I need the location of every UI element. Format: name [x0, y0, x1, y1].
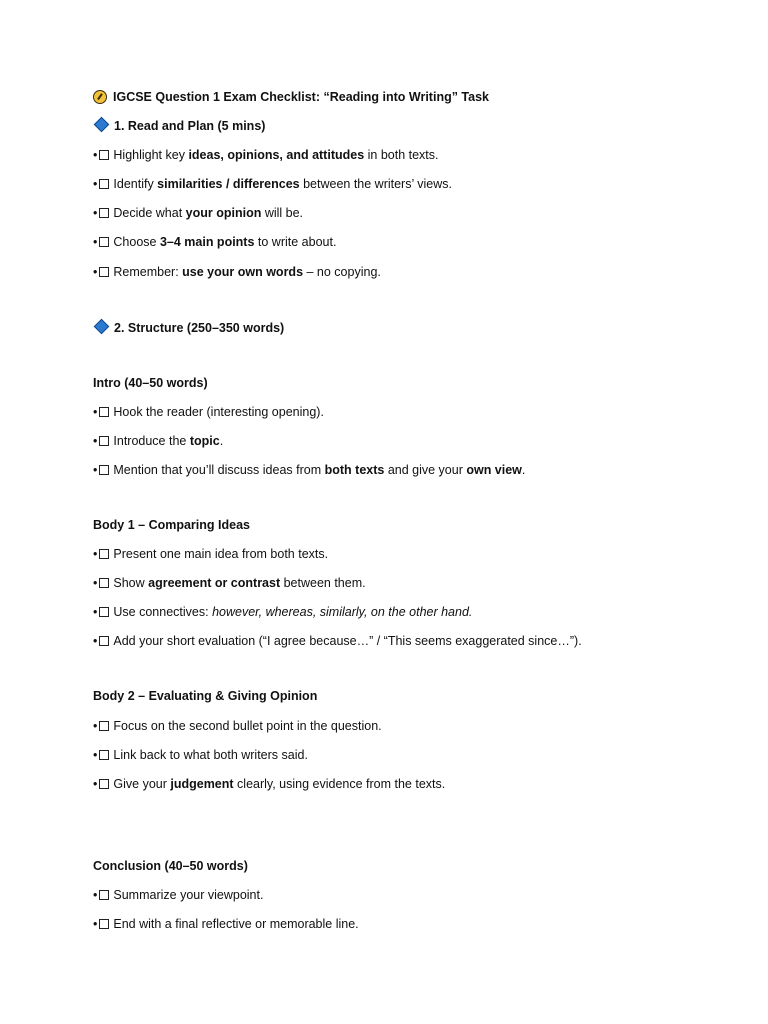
checklist-item: • Remember: use your own words – no copying. [93, 265, 381, 279]
checklist-item: • Use connectives: however, whereas, similarly, on the other hand. [93, 605, 473, 619]
subheading-intro: Intro (40–50 words) [93, 376, 208, 390]
empty-checkbox-icon [99, 890, 109, 900]
subheading-conclusion: Conclusion (40–50 words) [93, 859, 248, 873]
empty-checkbox-icon [99, 465, 109, 475]
empty-checkbox-icon [99, 267, 109, 277]
empty-checkbox-icon [99, 750, 109, 760]
empty-checkbox-icon [99, 919, 109, 929]
empty-checkbox-icon [99, 779, 109, 789]
checklist-item: • Link back to what both writers said. [93, 748, 308, 762]
blue-diamond-icon [94, 117, 110, 133]
checklist-item: • Focus on the second bullet point in the question. [93, 719, 382, 733]
document-title-line [93, 89, 489, 105]
checklist-item: • Decide what your opinion will be. [93, 206, 304, 220]
document-title: IGCSE Question 1 Exam Checklist: “Reading into Writing” Task [113, 90, 489, 104]
empty-checkbox-icon [99, 407, 109, 417]
empty-checkbox-icon [99, 607, 109, 617]
section-heading-structure: 2. Structure (250–350 words) [93, 320, 284, 336]
checklist-item: • Introduce the topic. [93, 434, 224, 448]
section-heading-read-plan: 1. Read and Plan (5 mins) [93, 118, 265, 134]
compass-icon [93, 90, 107, 104]
empty-checkbox-icon [99, 578, 109, 588]
checklist-item: • Present one main idea from both texts. [93, 547, 329, 561]
checklist-item: • Mention that you’ll discuss ideas from both texts and give your own view. [93, 463, 526, 477]
checklist-item: • Hook the reader (interesting opening). [93, 405, 324, 419]
empty-checkbox-icon [99, 636, 109, 646]
checklist-item: • Give your judgement clearly, using evidence from the texts. [93, 777, 446, 791]
blue-diamond-icon [94, 319, 110, 335]
checklist-item: • End with a final reflective or memorable line. [93, 917, 359, 931]
document-page [93, 0, 733, 1024]
checklist-item: • Identify similarities / differences between the writers’ views. [93, 177, 452, 191]
subheading-body2: Body 2 – Evaluating & Giving Opinion [93, 689, 318, 703]
empty-checkbox-icon [99, 179, 109, 189]
empty-checkbox-icon [99, 721, 109, 731]
checklist-item: • Summarize your viewpoint. [93, 888, 264, 902]
empty-checkbox-icon [99, 549, 109, 559]
subheading-body1: Body 1 – Comparing Ideas [93, 518, 250, 532]
checklist-item: • Show agreement or contrast between them. [93, 576, 366, 590]
checklist-item: • Choose 3–4 main points to write about. [93, 235, 337, 249]
empty-checkbox-icon [99, 237, 109, 247]
empty-checkbox-icon [99, 150, 109, 160]
empty-checkbox-icon [99, 436, 109, 446]
checklist-item: • Highlight key ideas, opinions, and attitudes in both texts. [93, 148, 439, 162]
empty-checkbox-icon [99, 208, 109, 218]
checklist-item: • Add your short evaluation (“I agree because…” / “This seems exaggerated since…”). [93, 634, 582, 648]
